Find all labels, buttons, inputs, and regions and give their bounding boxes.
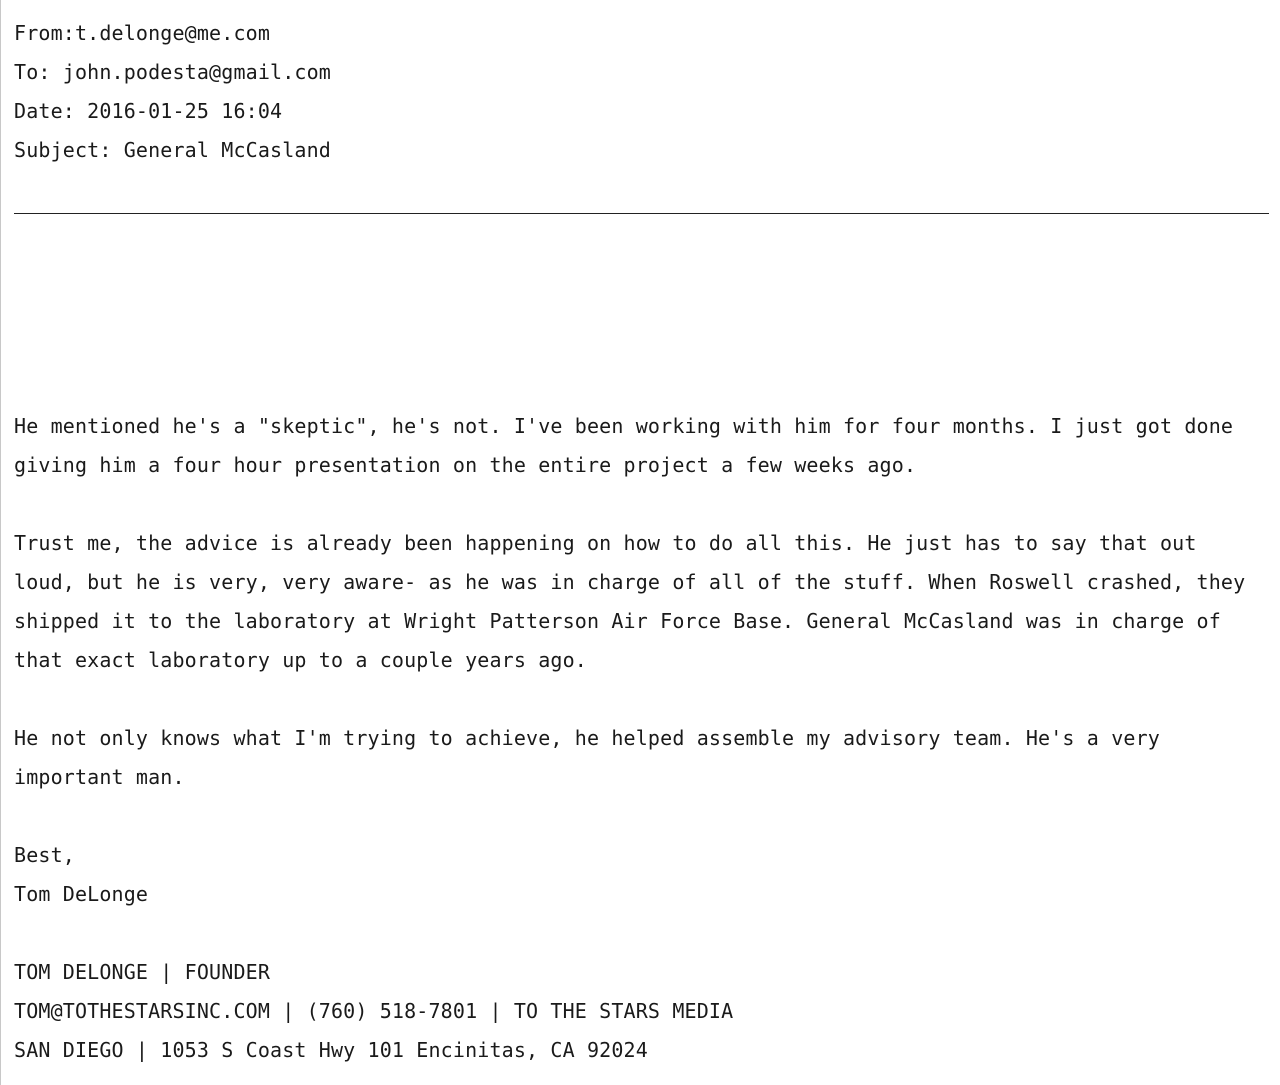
body-line: shipped it to the laboratory at Wright Patterson Air Force Base. General McCasland was in charge of	[14, 609, 1221, 633]
signature-contact: TOM@TOTHESTARSINC.COM | (760) 518-7801 | TO THE STARS MEDIA	[14, 999, 734, 1023]
to-line: To: john.podesta@gmail.com	[14, 60, 331, 84]
page-left-border	[0, 0, 1, 1085]
email-document	[14, 0, 1270, 1070]
email-body	[14, 407, 1270, 1070]
body-line: that exact laboratory up to a couple years ago.	[14, 648, 587, 672]
signature-title: TOM DELONGE | FOUNDER	[14, 960, 271, 984]
header-divider	[14, 213, 1269, 214]
date-line: Date: 2016-01-25 16:04	[14, 99, 283, 123]
body-line: He not only knows what I'm trying to achieve, he helped assemble my advisory team. He's a very	[14, 726, 1160, 750]
body-line: Trust me, the advice is already been happening on how to do all this. He just has to say that out	[14, 531, 1197, 555]
paragraph-2	[14, 524, 1270, 680]
signature-block	[14, 953, 1270, 1070]
subject-line: Subject: General McCasland	[14, 138, 331, 162]
signature-address: SAN DIEGO | 1053 S Coast Hwy 101 Encinitas, CA 92024	[14, 1038, 648, 1062]
body-line: He mentioned he's a "skeptic", he's not. I've been working with him for four months. I just got done	[14, 414, 1234, 438]
paragraph-1	[14, 407, 1270, 485]
body-line: important man.	[14, 765, 185, 789]
body-line: loud, but he is very, very aware- as he was in charge of all of the stuff. When Roswell crashed, they	[14, 570, 1246, 594]
paragraph-3	[14, 719, 1270, 797]
from-line: From:t.delonge@me.com	[14, 21, 271, 45]
body-line: giving him a four hour presentation on the entire project a few weeks ago.	[14, 453, 917, 477]
closing-line: Best,	[14, 843, 75, 867]
sender-name: Tom DeLonge	[14, 882, 149, 906]
sign-off	[14, 836, 1270, 914]
email-header	[14, 0, 1270, 170]
